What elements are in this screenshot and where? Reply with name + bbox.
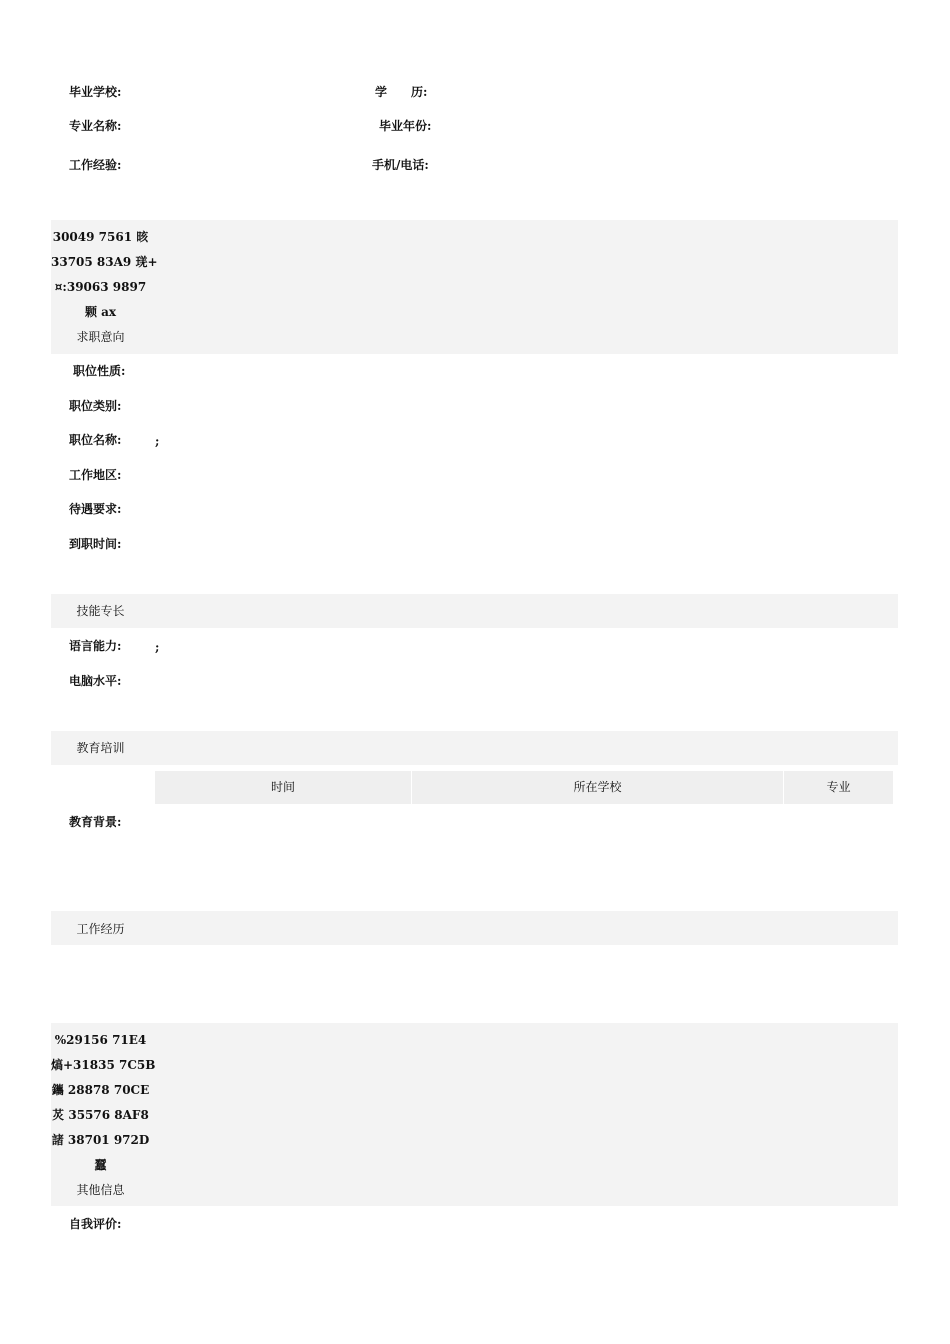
computer-level-label: 电脑水平: [69, 674, 122, 688]
job-category-label: 职位类别: [69, 399, 122, 413]
job-nature-label: 职位性质: [73, 364, 126, 378]
section-band-education [51, 731, 898, 765]
garbled-line: 熇+31835 7C5B [51, 1058, 156, 1072]
section-band-skills [51, 594, 898, 628]
degree-label: 学 历: [375, 85, 428, 99]
section-title-other: 其他信息 [76, 1183, 125, 1197]
education-table-header [155, 771, 893, 804]
section-band-intent [51, 220, 898, 354]
garbled-line: ¤:39063 9897 [54, 280, 147, 294]
garbled-line: 鑴 28878 70CE [51, 1083, 150, 1097]
language-ability-label: 语言能力: [69, 639, 122, 653]
section-title-education: 教育培训 [76, 741, 125, 755]
garbled-line: 30049 7561 晐 [52, 230, 149, 244]
garbled-line: 諸 38701 972D [51, 1133, 150, 1147]
garbled-line: 炗 35576 8AF8 [52, 1108, 149, 1122]
garbled-line: 33705 83A9 琷+ [51, 255, 158, 269]
phone-label: 手机/电话: [372, 158, 429, 172]
section-title-work: 工作经历 [76, 922, 125, 936]
section-band-work [51, 911, 898, 945]
job-name-value: ; [155, 434, 160, 448]
graduation-year-label: 毕业年份: [379, 119, 432, 133]
self-evaluation-label: 自我评价: [69, 1217, 122, 1231]
section-title-skills: 技能专长 [76, 604, 125, 618]
section-title-intent: 求职意向 [76, 330, 125, 344]
job-name-label: 职位名称: [69, 433, 122, 447]
table-header-major: 专业 [784, 771, 893, 804]
school-label: 毕业学校: [69, 85, 122, 99]
work-region-label: 工作地区: [69, 468, 122, 482]
major-label: 专业名称: [69, 119, 122, 133]
garbled-line: 颗 ax [84, 305, 117, 319]
education-background-label: 教育背景: [69, 815, 122, 829]
language-ability-value: ; [155, 640, 160, 654]
garbled-line: %29156 71E4 [54, 1033, 147, 1047]
garbled-line: 蠶 [94, 1158, 107, 1172]
work-experience-label: 工作经验: [69, 158, 122, 172]
start-date-label: 到职时间: [69, 537, 122, 551]
table-header-school: 所在学校 [412, 771, 783, 804]
table-header-time: 时间 [155, 771, 411, 804]
salary-label: 待遇要求: [69, 502, 122, 516]
section-band-other [51, 1023, 898, 1206]
